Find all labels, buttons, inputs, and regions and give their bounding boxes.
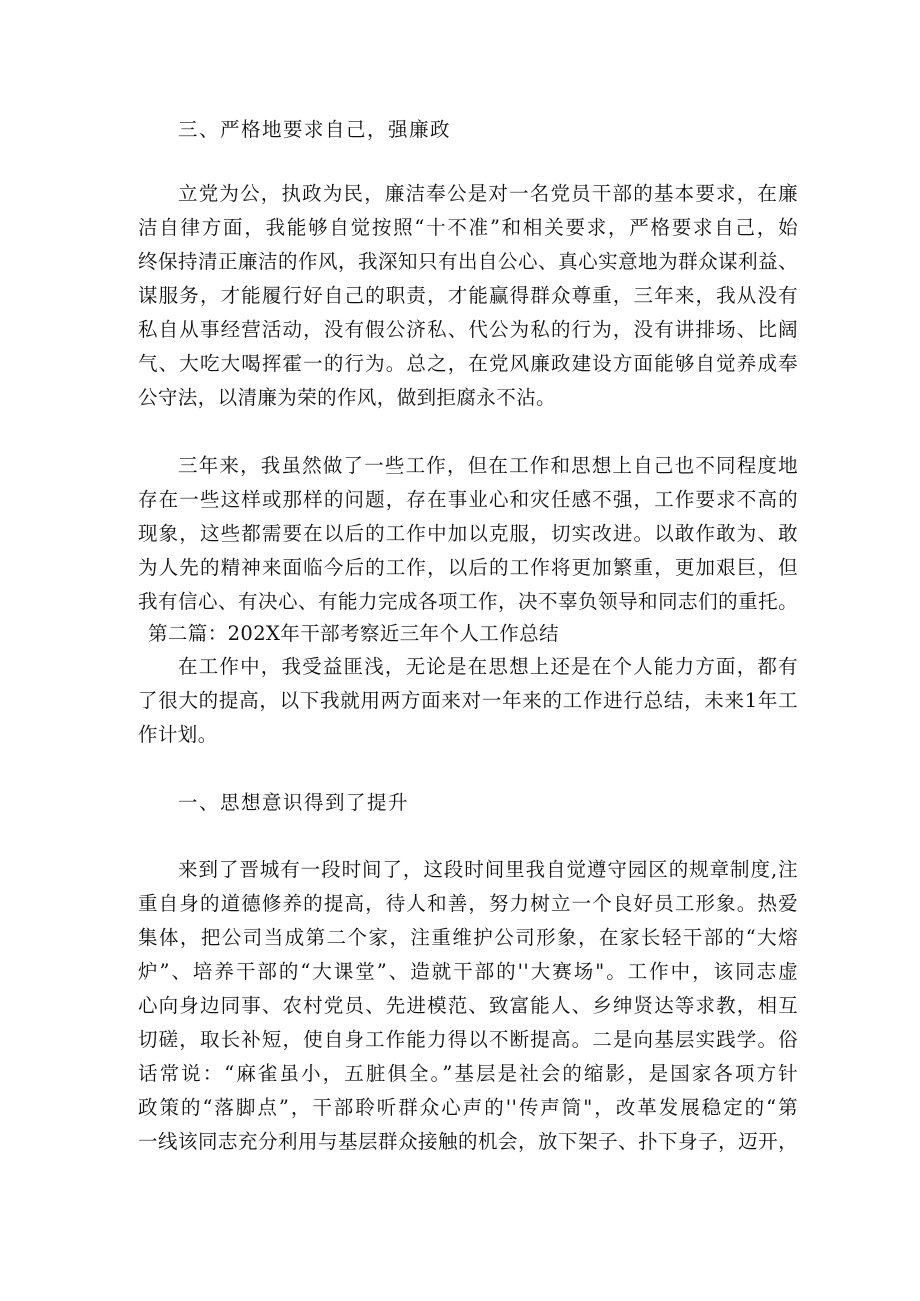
paragraph-line: 洁自律方面，我能够自觉按照“十不准”和相关要求，严格要求自己，始 [138,216,798,239]
paragraph-line: 气、大吃大喝挥霍一的行为。总之，在党风廉政建设方面能够自觉养成奉 [138,352,798,375]
section-heading-3: 三、严格地要求自己，强廉政 [178,118,452,141]
paragraph-line: 一线该同志充分利用与基层群众接触的机会，放下架子、扑下身子，迈开， [138,1130,798,1153]
paragraph-line: 立党为公，执政为民，廉洁奉公是对一名党员干部的基本要求，在廉 [178,182,798,205]
paragraph-line: 切磋，取长补短，使自身工作能力得以不断提高。二是向基层实践学。俗 [138,1028,798,1051]
paragraph-line: 来到了晋城有一段时间了，这段时间里我自觉遵守园区的规章制度,注 [178,858,798,881]
paragraph-line: 为人先的精神来面临今后的工作，以后的工作将更加繁重，更加艰巨，但 [138,556,798,579]
paragraph-line: 话常说：“麻雀虽小，五脏俱全。”基层是社会的缩影，是国家各项方针 [138,1062,798,1085]
paragraph-line: 炉”、培养干部的“大课堂”、造就干部的''大赛场"。工作中，该同志虚 [138,960,798,983]
paragraph-line: 集体，把公司当成第二个家，注重维护公司形象，在家长轻干部的“大熔 [138,926,798,949]
paragraph-line: 政策的“落脚点”，干部聆听群众心声的''传声筒"，改革发展稳定的“第 [138,1096,798,1119]
paragraph-line: 三年来，我虽然做了一些工作，但在工作和思想上自己也不同程度地 [178,454,798,477]
paragraph-line: 私自从事经营活动，没有假公济私、代公为私的行为，没有讲排场、比阔 [138,318,798,341]
paragraph-line: 存在一些这样或那样的问题，存在事业心和灾任感不强，工作要求不高的 [138,488,798,511]
paragraph-line: 公守法，以清廉为荣的作风，做到拒腐永不沾。 [138,386,556,409]
paragraph-line: 了很大的提高，以下我就用两方面来对一年来的工作进行总结，未来1年工 [138,689,798,712]
paragraph-line: 谋服务，才能履行好自己的职责，才能赢得群众尊重，三年来，我从没有 [138,284,798,307]
paragraph-line: 作计划。 [138,723,218,746]
paragraph-line: 我有信心、有决心、有能力完成各项工作，决不辜负领导和同志们的重托。 [138,590,798,613]
paragraph-line: 终保持清正廉洁的作风，我深知只有出自公心、真心实意地为群众谋利益、 [138,250,798,273]
paragraph-line: 现象，这些都需要在以后的工作中加以克服，切实改进。以敢作敢为、敢 [138,522,798,545]
paragraph-line: 心向身边同事、农村党员、先进模范、致富能人、乡绅贤达等求教，相互 [138,994,798,1017]
section-heading-1: 一、思想意识得到了提升 [178,791,410,814]
paragraph-line: 在工作中，我受益匪浅，无论是在思想上还是在个人能力方面，都有 [178,655,798,678]
paragraph-line: 重自身的道德修养的提高，待人和善，努力树立一个良好员工形象。热爱 [138,892,798,915]
article-subtitle: 第二篇：202X年干部考察近三年个人工作总结 [148,622,559,645]
